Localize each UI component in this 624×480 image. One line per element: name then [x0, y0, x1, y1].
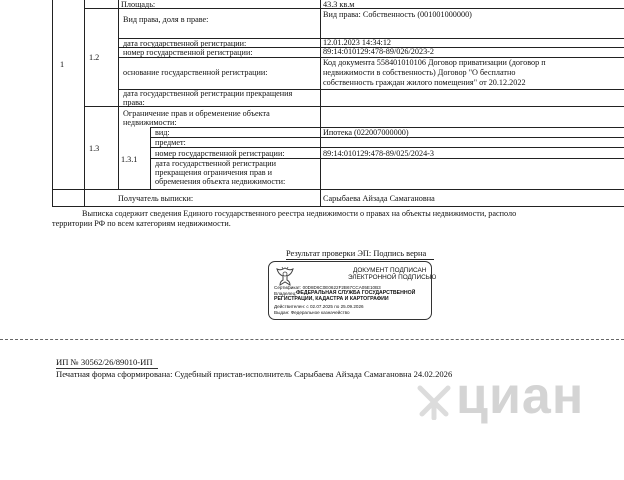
kind-value: Ипотека (022007000000): [323, 128, 409, 137]
grid-line: [150, 147, 624, 148]
watermark-icon: [414, 380, 454, 420]
reg-date-value: 12.01.2023 14:34:12: [323, 38, 392, 47]
stamp-title: ДОКУМЕНТ ПОДПИСАН: [353, 267, 427, 274]
recipient-label: Получатель выписки:: [118, 194, 194, 203]
print-form-text: Печатная форма сформирована: Судебный пристав-исполнитель Сарыбаева Айзада Самагановна 24.02.2026: [56, 369, 453, 379]
subject-label: предмет:: [155, 138, 186, 147]
basis-value-line: недвижимости в собственность) Договор "О бесплатно: [323, 68, 516, 77]
grid-line: [84, 0, 85, 206]
kind-label: вид:: [155, 128, 170, 137]
recipient-value: Сарыбаева Айзада Самагановна: [323, 194, 435, 203]
separator-line: [0, 339, 624, 340]
enc-date-label-line: дата государственной регистрации: [155, 159, 276, 168]
stop-date-label-line: дата государственной регистрации прекращения: [123, 89, 293, 98]
issuer-label: Выдан: Федеральное казначейство: [274, 310, 350, 315]
valid-label: Действителен: с 02.07.2025 по 25.09.2026: [274, 304, 364, 309]
right-value: Вид права: Собственность (001001000000): [323, 10, 472, 19]
reg-num-label: номер государственной регистрации:: [123, 48, 253, 57]
subsection-number: 1.3.1: [121, 155, 138, 164]
grid-line: [118, 0, 119, 189]
owner-value-line: РЕГИСТРАЦИИ, КАДАСТРА И КАРТОГРАФИИ: [274, 296, 389, 302]
footer-note-line: территории РФ по всем категориям недвижимости.: [52, 219, 231, 228]
row-number: 1: [60, 60, 65, 69]
right-label: Вид права, доля в праве:: [123, 15, 209, 24]
grid-line: [84, 106, 624, 107]
basis-label: основание государственной регистрации:: [123, 68, 268, 77]
footer-note-line: Выписка содержит сведения Единого государственного реестра недвижимости о правах на объекты недвижимости, располо: [82, 209, 517, 218]
enc-date-label-line: прекращения ограничения прав и: [155, 168, 273, 177]
watermark-logo: циан: [456, 367, 585, 425]
basis-value-line: собственность граждан жилого помещения" от 20.12.2022: [323, 78, 526, 87]
reg-num-value: 89:14:010129:478-89/026/2023-2: [323, 47, 434, 56]
ip-number: ИП № 30562/26/89010-ИП: [56, 357, 153, 367]
cert-label: Сертификат: 00D8D6C0E0622F2B67CCA05E10B3: [274, 285, 381, 290]
section-number: 1.3: [89, 144, 100, 153]
signature-stamp: [268, 261, 437, 320]
enc-date-label-line: обременения объекта недвижимости:: [155, 177, 286, 186]
enc-num-label: номер государственной регистрации:: [155, 149, 285, 158]
signature-underline: [286, 259, 434, 260]
encumbrance-label-line: Ограничение прав и обременение объекта: [123, 109, 270, 118]
owner-label: Владелец:: [274, 291, 297, 296]
area-value: 43.3 кв.м: [323, 0, 355, 9]
grid-line: [150, 137, 624, 138]
grid-line: [320, 0, 321, 206]
grid-line: [52, 0, 53, 206]
owner-value-line: ФЕДЕРАЛЬНАЯ СЛУЖБА ГОСУДАРСТВЕННОЙ: [296, 290, 416, 296]
encumbrance-label-line: недвижимости:: [123, 118, 177, 127]
enc-num-value: 89:14:010129:478-89/025/2024-3: [323, 149, 434, 158]
reg-date-label: дата государственной регистрации:: [123, 39, 247, 48]
area-label: Площадь:: [121, 0, 156, 9]
grid-line: [52, 206, 624, 207]
stop-date-label-line: права:: [123, 98, 145, 107]
stamp-title: ЭЛЕКТРОННОЙ ПОДПИСЬЮ: [348, 274, 437, 281]
grid-line: [52, 189, 624, 190]
section-number: 1.2: [89, 53, 100, 62]
basis-value-line: Код документа 558401010106 Договор приватизации (договор п: [323, 58, 546, 67]
signature-check-result: Результат проверки ЭП: Подпись верна: [286, 249, 427, 258]
